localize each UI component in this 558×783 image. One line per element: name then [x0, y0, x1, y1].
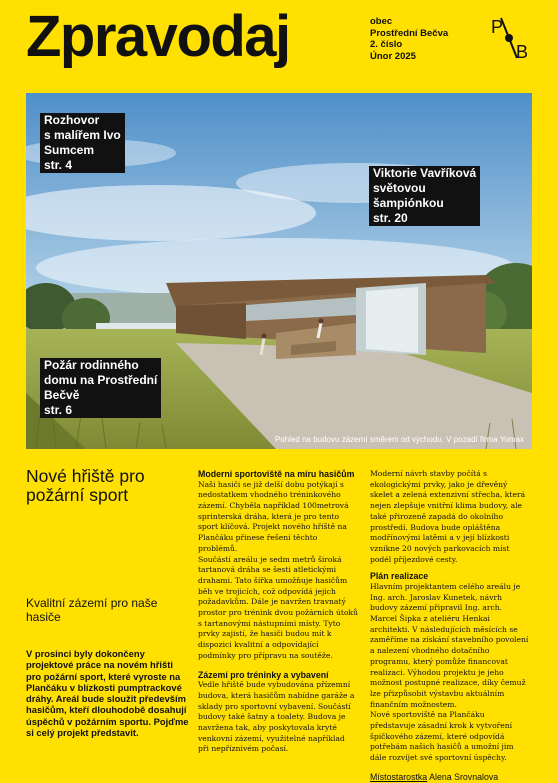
tag-champion-line: světovou	[369, 181, 480, 196]
tag-interview-line: Sumcem	[40, 143, 125, 158]
article-subtitle: Kvalitní zázemí pro naše hasiče	[26, 596, 158, 624]
masthead-title: Zpravodaj	[26, 4, 290, 69]
issue-municipality-name: Prostřední Bečva	[370, 27, 449, 39]
article-column-2	[198, 469, 358, 755]
logo-letter-b: B	[516, 42, 529, 60]
paragraph: Vedle hřiště bude vybudována přízemní budova, která hasičům nabídne garáže a sklady pro sportovní vybavení. Součástí budovy také šatny a toalety. Budova je navržena tak, aby poskytovala kryté venkovní zázemí, využitelné například při nepříznivém počasí.	[198, 680, 355, 754]
issue-number: 2. číslo	[370, 39, 403, 50]
article-title: Nové hřiště pro požární sport	[26, 466, 145, 505]
article-lead: V prosinci byly dokončeny projektové práce na novém hřišti pro požární sport, které vyroste na Plančáku v blízkosti pumptrackové dráhy. Areál bude sloužit především hasičům, kteří dlouhodobě dosahují úspěchů v požárním sportu. Pojďme si celý projekt představit.	[26, 648, 189, 739]
signature-role: Místostarostka	[370, 771, 428, 782]
tag-champion-line: šampiónkou	[369, 196, 480, 211]
issue-info	[370, 16, 448, 62]
paragraph: Součástí areálu je sedm metrů široká tartanová dráha se šesti atletickými drahami. Tato šířka umožňuje hasičům běh ve trojicích, což odpovídá jejich požadavkům. Dále je navržen travnatý prostor pro trénink dvou požárních útoků s tartanovými nástupními místy. Tyto prvky zajistí, že hasiči budou mít k dispozici kvalitní a odpovídající podmínky pro přípravu na soutěže.	[198, 554, 359, 660]
article-column-3	[370, 469, 530, 783]
tag-champion[interactable]	[369, 166, 480, 226]
paragraph: Naši hasiči se již delší dobu potýkají s nedostatkem vhodného tréninkového zázemí. Chyběla například 100metrová sprinterská dráha, která je pro tento sport klíčová. Projekt nového hřiště na Plančáku přinese řešení těchto problémů.	[198, 479, 349, 553]
tag-interview-line: Rozhovor	[40, 113, 125, 128]
logo-letter-p: P	[491, 17, 504, 37]
tag-fire-page: str. 6	[40, 403, 161, 418]
tag-interview-page: str. 4	[40, 158, 125, 173]
tag-fire-line: domu na Prostřední	[40, 373, 161, 388]
municipality-logo-icon	[490, 16, 534, 60]
signature	[370, 772, 530, 783]
section-heading: Plán realizace	[370, 571, 429, 582]
section-heading: Zázemí pro tréninky a vybavení	[198, 669, 329, 680]
tag-interview[interactable]	[40, 113, 125, 173]
paragraph: Hlavním projektantem celého areálu je Ing. arch. Jaroslav Kunetek, návrh budovy zázemí připravil Ing. arch. Marcel Šipka z ateliéru Henkai architekti. V následujících měsících se zaměříme na získání stavebního povolení a nalezení vhodného dotačního programu, který pomůže financovat realizaci. Výhodou projektu je jeho možnost postupné realizace, díky čemuž lze přizpůsobit výstavbu aktuálním finančním možnostem.	[370, 581, 529, 709]
tag-fire-line: Bečvě	[40, 388, 161, 403]
paragraph: Moderní návrh stavby počítá s ekologickými prvky, jako je dřevěný skelet a zelená extenzivní střecha, která nejen zlepšuje vnitřní klima budovy, ale také přirozeně zapadá do okolního prostředí. Budova bude opláštěna modřínovými latěmi a v její blízkosti vznikne 20 nových parkovacích míst podél příjezdové cesty.	[370, 469, 526, 564]
tag-champion-line: Viktorie Vavříková	[369, 166, 480, 181]
issue-date: Únor 2025	[370, 50, 416, 62]
issue-municipality-label: obec	[370, 16, 393, 27]
tag-fire[interactable]	[40, 358, 161, 418]
tag-champion-page: str. 20	[369, 211, 480, 226]
section-heading: Moderní sportoviště na míru hasičům	[198, 469, 355, 479]
signature-name: Alena Srovnalova	[429, 771, 499, 782]
tag-fire-line: Požár rodinného	[40, 358, 161, 373]
tag-interview-line: s malířem Ivo	[40, 128, 125, 143]
cover-photo	[26, 93, 532, 449]
paragraph: Nové sportoviště na Plančáku představuje zásadní krok k vytvoření špičkového zázemí, které odpovídá potřebám našich hasičů a umožní jim dále rozvíjet své sportovní úspěchy.	[370, 710, 514, 763]
photo-caption: Pohled na budovu zázemí směrem od východu. V pozadí firma Yomax	[274, 435, 524, 444]
